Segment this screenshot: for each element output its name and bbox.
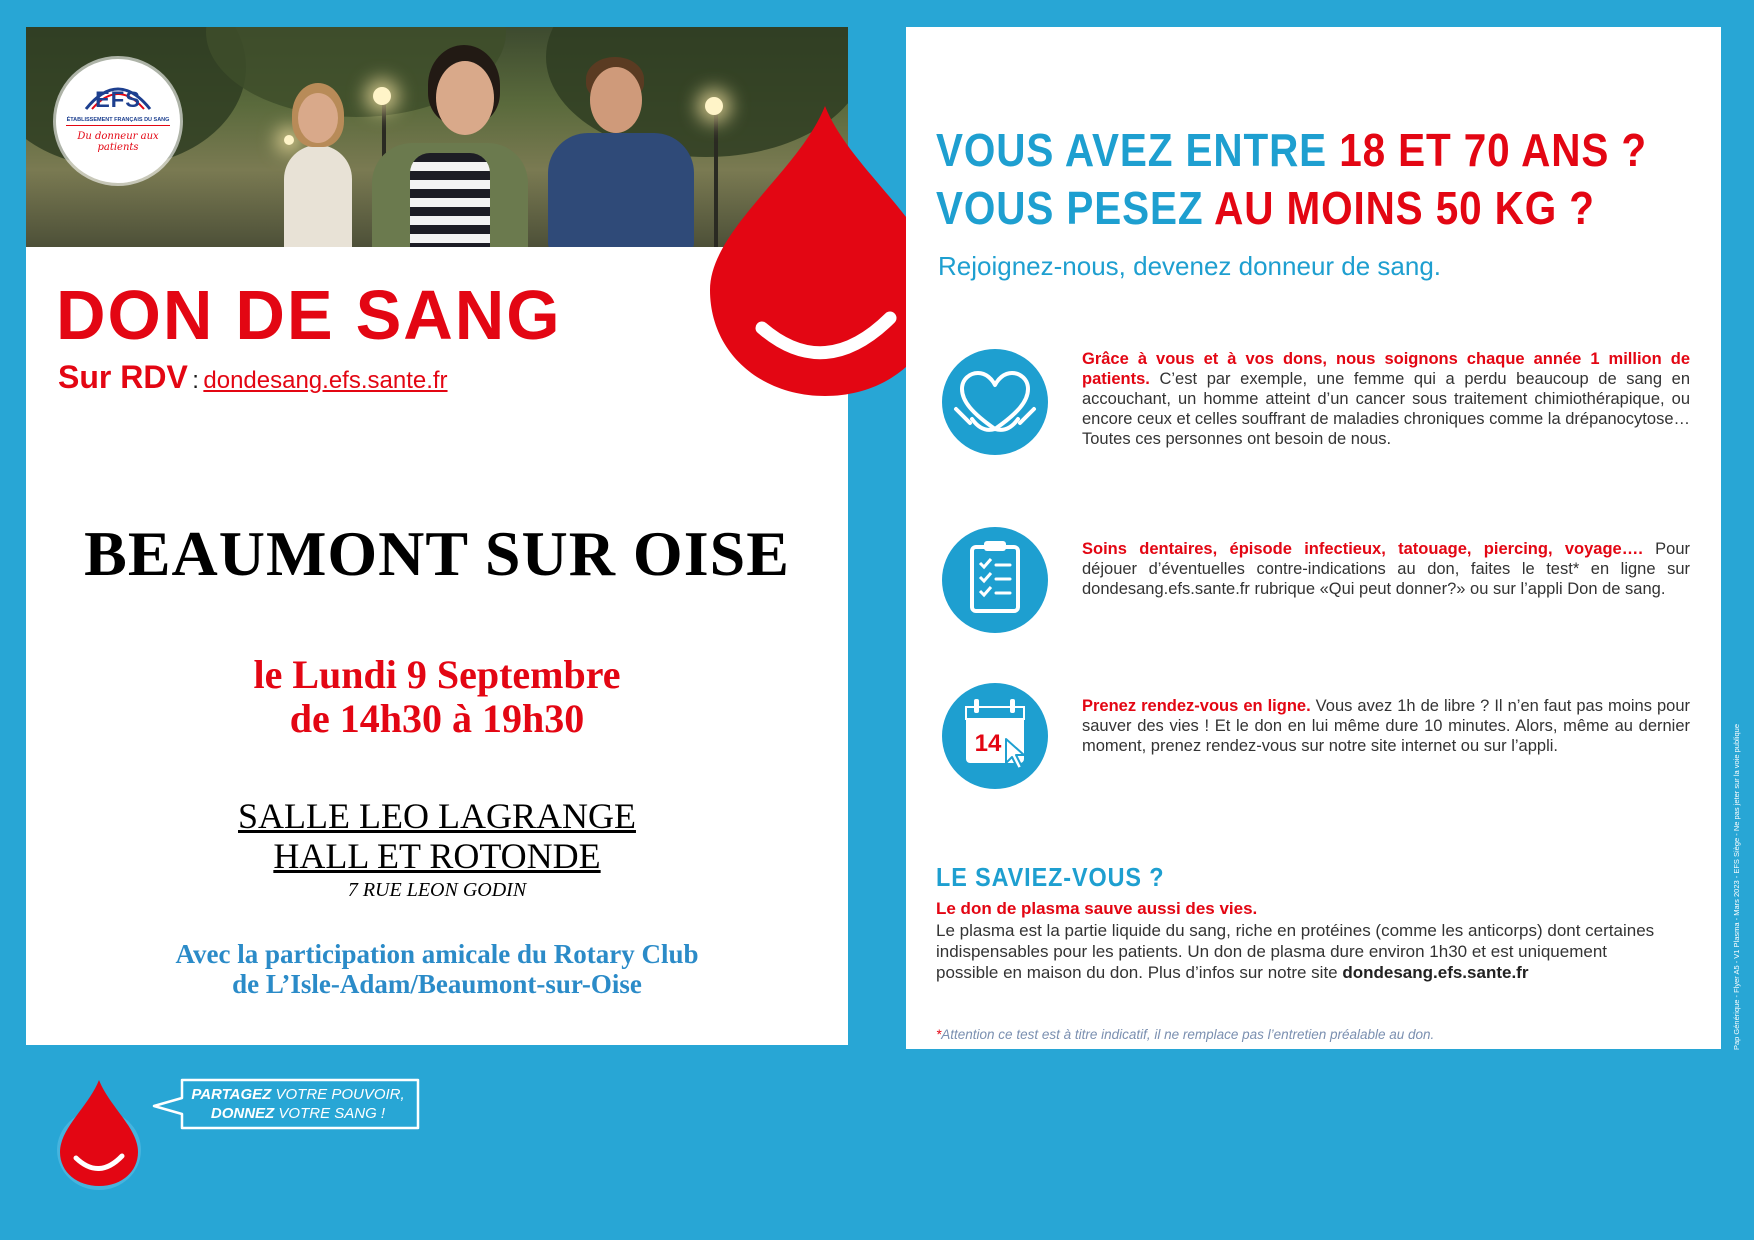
efs-logo-tagline: Du donneur aux patients bbox=[77, 131, 159, 153]
event-time: de 14h30 à 19h30 bbox=[289, 696, 585, 741]
venue-address: 7 RUE LEON GODIN bbox=[347, 879, 527, 901]
disclaimer-text: Attention ce test est à titre indicatif, il ne remplace pas l’entretien préalable au don. bbox=[941, 1027, 1435, 1042]
info-patients-text bbox=[1082, 349, 1690, 449]
calendar-icon bbox=[942, 683, 1048, 789]
city-name: BEAUMONT SUR OISE bbox=[84, 518, 790, 589]
share-bold-1: PARTAGEZ bbox=[191, 1086, 272, 1103]
test-disclaimer bbox=[936, 1027, 1434, 1042]
saviez-vous-title: LE SAVIEZ-VOUS ? bbox=[936, 862, 1165, 892]
efs-logo-name: EFS bbox=[95, 87, 141, 112]
headline-age-blue: VOUS AVEZ ENTRE bbox=[936, 124, 1340, 176]
efs-logo bbox=[56, 59, 180, 183]
headline-age bbox=[936, 123, 1647, 177]
headline-age-red: 18 ET 70 ANS ? bbox=[1339, 124, 1647, 176]
disclaimer-star: * bbox=[936, 1027, 942, 1042]
share-rest-1: VOTRE POUVOIR, bbox=[271, 1086, 405, 1103]
info-contraindications-lead: Soins dentaires, épisode infectieux, tatouage, piercing, voyage…. bbox=[1082, 540, 1643, 558]
heart-hands-icon bbox=[942, 349, 1048, 455]
share-slogan bbox=[180, 1085, 416, 1123]
rdv-label: Sur RDV bbox=[58, 359, 188, 395]
plasma-body-text: Le plasma est la partie liquide du sang, riche en protéines (comme les anticorps) dont certaines indispensables pour les patients. Un don de plasma dure environ 1h30 et est uniquement possible en maison du don. Plus d’infos sur notre site bbox=[936, 921, 1655, 982]
headline-weight-red: AU MOINS 50 KG ? bbox=[1214, 182, 1595, 234]
venue-hall: HALL ET ROTONDE bbox=[273, 836, 601, 876]
info-patients-lead: Grâce à vous et à vos dons, nous soignons chaque année 1 million de patients. bbox=[1082, 350, 1690, 388]
info-patients-body: C’est par exemple, une femme qui a perdu beaucoup de sang en accouchant, un homme atteint d’un cancer sous traitement chimiothérapique, ou encore ceux et celles souffrant de maladies chroniques comme la drépanocytose… Toutes ces personnes ont besoin de nous. bbox=[1082, 370, 1690, 448]
don-de-sang-title: DON DE SANG bbox=[56, 276, 562, 354]
info-appointment-body: Vous avez 1h de libre ? Il n’en faut pas moins pour sauver des vies ! Et le don en lui même dure 10 minutes. Alors, même au dernier moment, prenez rendez-vous sur notre site internet ou sur l’appli. bbox=[1082, 697, 1691, 755]
plasma-website-link[interactable]: dondesang.efs.sante.fr bbox=[1342, 963, 1529, 982]
rotary-line-1: Avec la participation amicale du Rotary Club bbox=[175, 939, 699, 969]
venue-name: SALLE LEO LAGRANGE bbox=[238, 796, 636, 836]
print-reference-note: Pap Générique - Flyer A5 - V1 Plasma - Mars 2023 - EFS Siège - Ne pas jeter sur la voie publique bbox=[1732, 724, 1741, 1050]
share-bold-2: DONNEZ bbox=[210, 1105, 275, 1122]
info-appointment-text bbox=[1082, 696, 1690, 756]
clipboard-checklist-icon bbox=[942, 527, 1048, 633]
headline-weight bbox=[936, 181, 1595, 235]
info-contraindications-text bbox=[1082, 539, 1690, 599]
plasma-lead: Le don de plasma sauve aussi des vies. bbox=[936, 899, 1258, 918]
small-blood-drop-icon bbox=[54, 1076, 144, 1190]
efs-logo-subtitle: ÉTABLISSEMENT FRANÇAIS DU SANG bbox=[66, 117, 170, 126]
event-date: le Lundi 9 Septembre bbox=[253, 652, 621, 697]
share-rest-2: VOTRE SANG ! bbox=[274, 1105, 386, 1122]
join-tagline: Rejoignez-nous, devenez donneur de sang. bbox=[938, 251, 1442, 281]
rdv-website-link[interactable]: dondesang.efs.sante.fr bbox=[203, 367, 448, 394]
calendar-day-number: 14 bbox=[974, 730, 1002, 757]
plasma-body bbox=[936, 920, 1656, 983]
rdv-separator: : bbox=[192, 367, 199, 394]
info-appointment-lead: Prenez rendez-vous en ligne. bbox=[1082, 697, 1311, 715]
right-flyer-card bbox=[906, 27, 1721, 1049]
info-contraindications-body: Pour déjouer d’éventuelles contre-indications au don, faites le test* en ligne sur dondesang.efs.sante.fr rubrique «Qui peut donner?» ou sur l’appli Don de sang. bbox=[1082, 540, 1691, 598]
rotary-line-2: de L’Isle-Adam/Beaumont-sur-Oise bbox=[232, 969, 642, 999]
rdv-line bbox=[58, 359, 448, 396]
headline-weight-blue: VOUS PESEZ bbox=[936, 182, 1215, 234]
